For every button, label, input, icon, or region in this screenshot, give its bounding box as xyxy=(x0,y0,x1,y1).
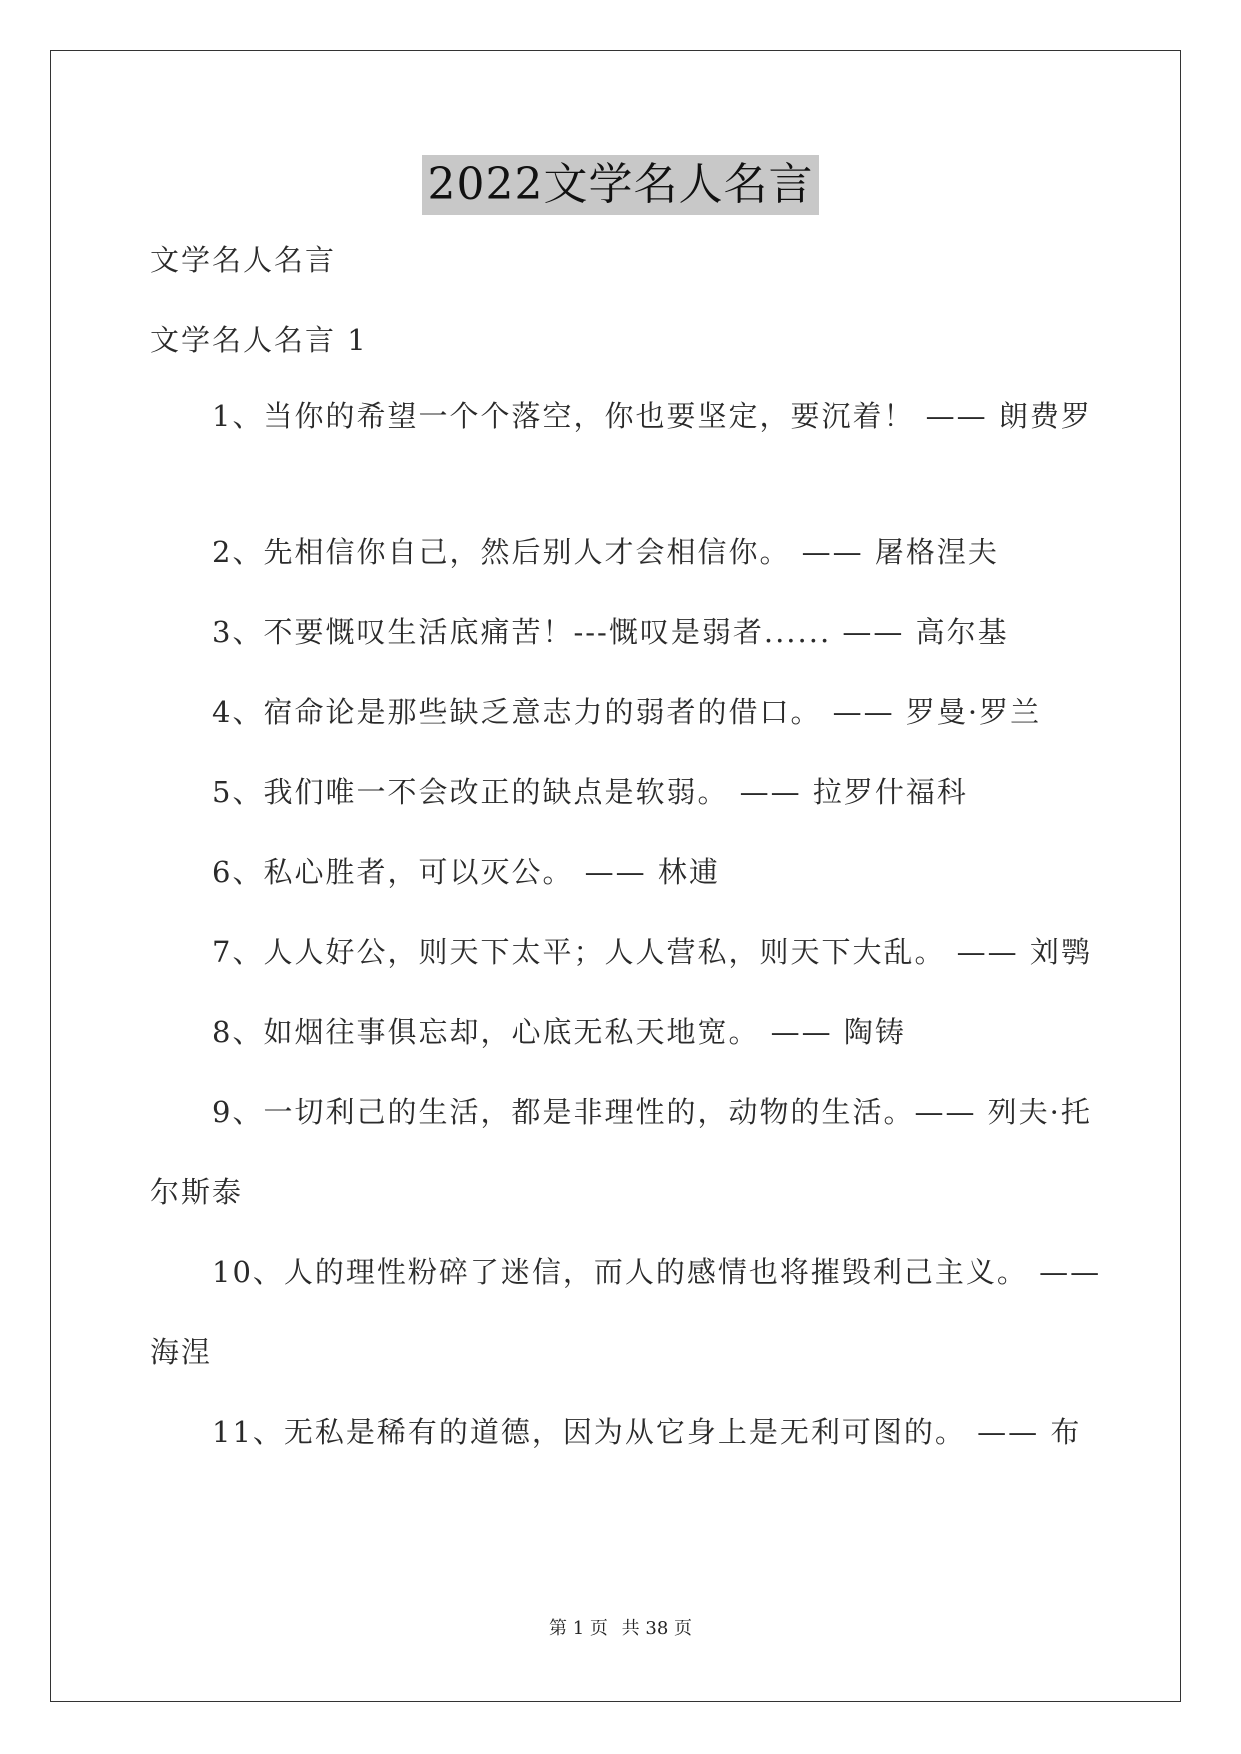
quote-line: 4、宿命论是那些缺乏意志力的弱者的借口。 —— 罗曼·罗兰 xyxy=(212,695,1042,729)
quote-line: 1、当你的希望一个个落空，你也要坚定，要沉着！ —— 朗费罗 xyxy=(212,399,1092,433)
quote-line: 3、不要慨叹生活底痛苦！---慨叹是弱者...... —— 高尔基 xyxy=(212,615,1009,649)
quote-line: 2、先相信你自己，然后别人才会相信你。 —— 屠格涅夫 xyxy=(212,535,999,569)
section-heading: 文学名人名言 xyxy=(150,243,337,277)
quote-line: 9、一切利己的生活，都是非理性的，动物的生活。—— 列夫·托 xyxy=(212,1095,1092,1129)
page-total: 共 38 页 xyxy=(621,1618,692,1639)
quote-continuation: 海涅 xyxy=(150,1335,213,1369)
quote-line: 8、如烟往事俱忘却，心底无私天地宽。 —— 陶铸 xyxy=(212,1015,906,1049)
quote-line: 5、我们唯一不会改正的缺点是软弱。 —— 拉罗什福科 xyxy=(212,775,968,809)
title-container xyxy=(0,155,1241,215)
quote-line: 11、无私是稀有的道德，因为从它身上是无利可图的。 —— 布 xyxy=(212,1415,1082,1449)
page-number: 第 1 页 xyxy=(549,1618,608,1639)
subsection-heading: 文学名人名言 1 xyxy=(150,323,368,357)
quote-line: 7、人人好公，则天下太平；人人营私，则天下大乱。 —— 刘鹗 xyxy=(212,935,1092,969)
quote-line: 10、人的理性粉碎了迷信，而人的感情也将摧毁利己主义。 —— xyxy=(212,1255,1102,1289)
page-footer xyxy=(0,1617,1241,1641)
quote-continuation: 尔斯泰 xyxy=(150,1175,244,1209)
quote-line: 6、私心胜者，可以灭公。 —— 林逋 xyxy=(212,855,720,889)
document-title: 2022文学名人名言 xyxy=(422,155,820,215)
